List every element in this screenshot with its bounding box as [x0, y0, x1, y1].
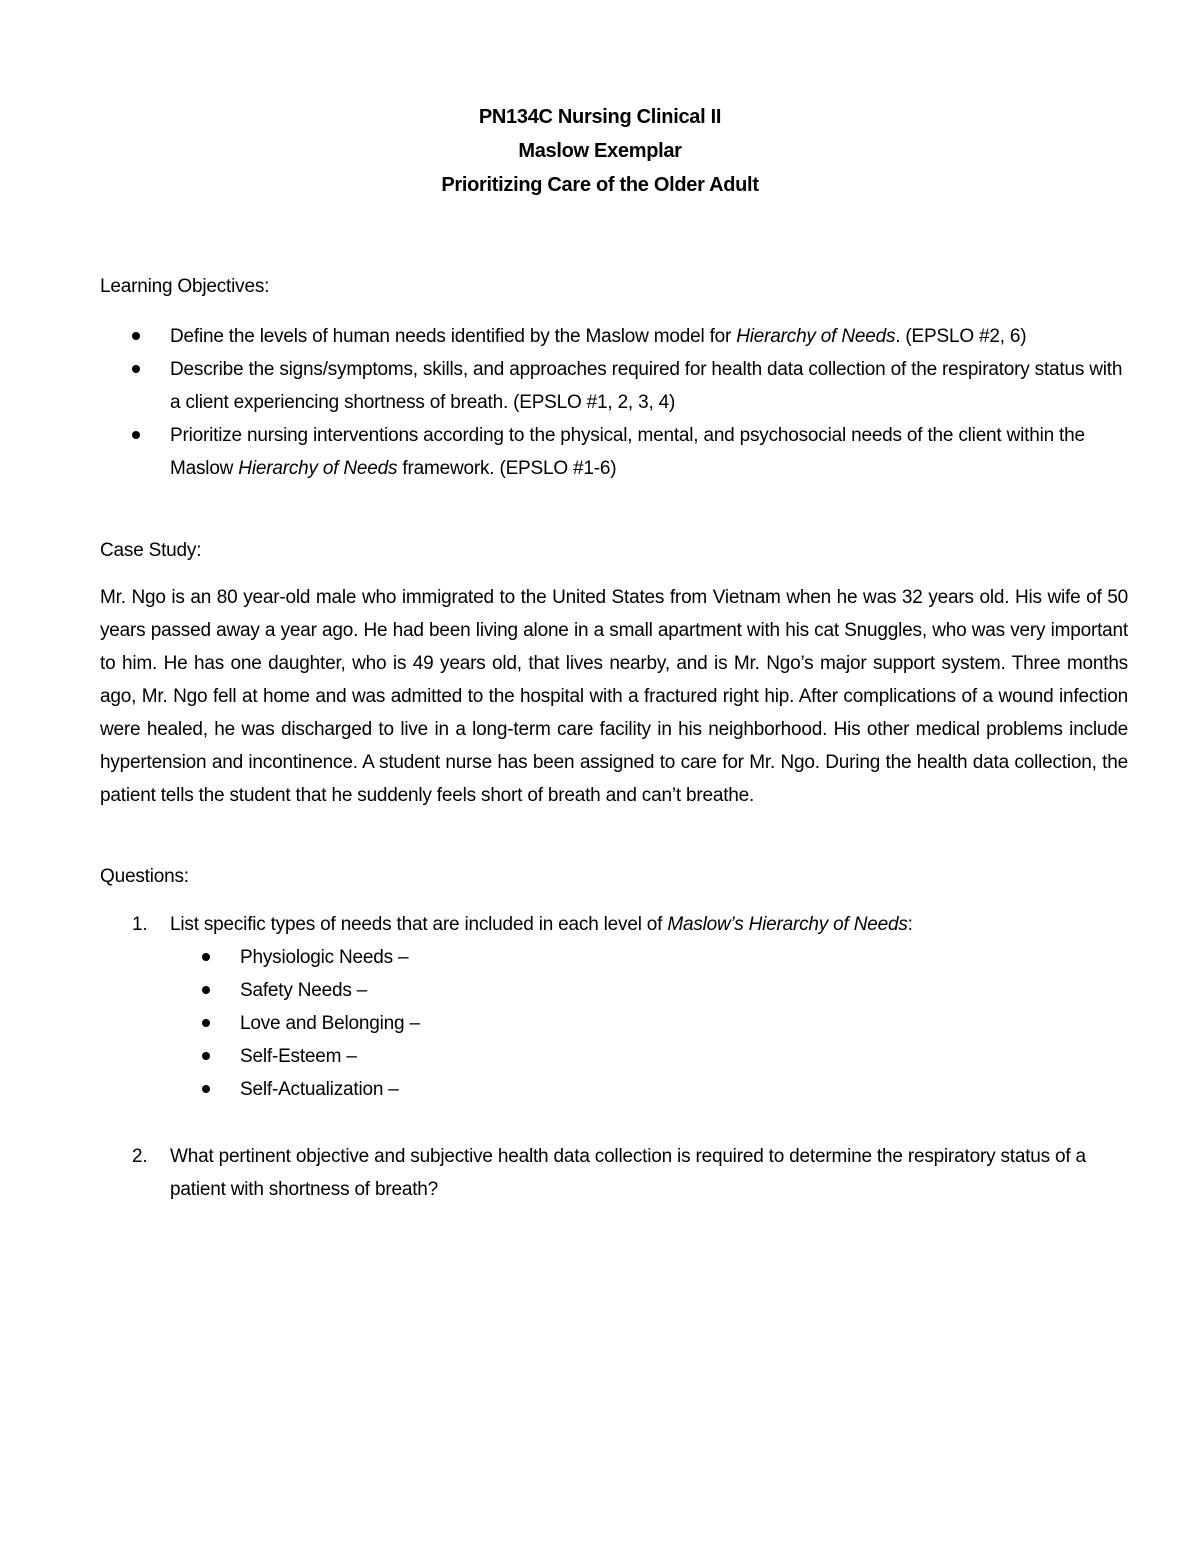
question-italic-text: Maslow’s Hierarchy of Needs [667, 914, 908, 935]
question-number: 1. [132, 914, 148, 935]
question-1 [100, 908, 1130, 1106]
bullet-icon [202, 953, 210, 961]
objective-italic-text: Hierarchy of Needs [736, 326, 896, 347]
objective-text-end: framework. (EPSLO #1-6) [397, 458, 617, 479]
case-study-label: Case Study: [100, 540, 202, 561]
objectives-list [100, 320, 1130, 485]
document-header [0, 100, 1200, 202]
objective-text: Describe the signs/symptoms, skills, and approaches required for health data collection of the respiratory status with a client experiencing shortness of breath. (EPSLO #1, 2, 3, 4) [170, 359, 1123, 413]
question-text-start: List specific types of needs that are included in each level of [170, 914, 668, 935]
need-label: Physiologic Needs – [240, 947, 409, 968]
objective-item [100, 419, 1130, 485]
need-label: Love and Belonging – [240, 1013, 420, 1034]
bullet-icon [202, 986, 210, 994]
course-title: PN134C Nursing Clinical II [478, 106, 722, 128]
case-study-paragraph: Mr. Ngo is an 80 year-old male who immigrated to the United States from Vietnam when he was 32 years old. His wife of 50 years passed away a year ago. He had been living alone in a small apartment with his cat Snuggles, who was very important to him. He has one daughter, who is 49 years old, that lives nearby, and is Mr. Ngo’s major support system. Three months ago, Mr. Ngo fell at home and was admitted to the hospital with a fractured right hip. After complications of a wound infection were healed, he was discharged to live in a long-term care facility in his neighborhood. His other medical problems include hypertension and incontinence. A student nurse has been assigned to care for Mr. Ngo. During the health data collection, the patient tells the student that he suddenly feels short of breath and can’t breathe. [100, 587, 1128, 806]
bullet-icon [132, 332, 140, 340]
topic-title: Prioritizing Care of the Older Adult [441, 174, 759, 196]
objective-text: Define the levels of human needs identified by the Maslow model for [170, 326, 737, 347]
question-2 [100, 1140, 1130, 1206]
needs-list-item [170, 941, 1130, 974]
bullet-icon [202, 1052, 210, 1060]
exemplar-title: Maslow Exemplar [518, 140, 682, 162]
need-label: Self-Actualization – [240, 1079, 399, 1100]
bullet-icon [202, 1085, 210, 1093]
question-text-end: : [907, 914, 913, 935]
questions-label: Questions: [100, 866, 189, 887]
objective-item [100, 320, 1130, 353]
objective-item [100, 353, 1130, 419]
question-number: 2. [132, 1146, 148, 1167]
bullet-icon [132, 431, 140, 439]
question-text [170, 908, 1130, 941]
need-label: Self-Esteem – [240, 1046, 357, 1067]
objective-italic-text: Hierarchy of Needs [238, 458, 398, 479]
need-label: Safety Needs – [240, 980, 368, 1001]
needs-list [170, 941, 1130, 1106]
learning-objectives-label: Learning Objectives: [100, 276, 270, 297]
bullet-icon [202, 1019, 210, 1027]
question-text: What pertinent objective and subjective health data collection is required to determine the respiratory status of a patient with shortness of breath? [170, 1146, 1086, 1200]
needs-list-item [170, 974, 1130, 1007]
objective-text-end: . (EPSLO #2, 6) [895, 326, 1027, 347]
objective-text: Prioritize nursing interventions according to the physical, mental, and psychosocial needs of the client within the Maslow [170, 425, 1085, 479]
needs-list-item [170, 1040, 1130, 1073]
needs-list-item [170, 1073, 1130, 1106]
bullet-icon [132, 365, 140, 373]
needs-list-item [170, 1007, 1130, 1040]
